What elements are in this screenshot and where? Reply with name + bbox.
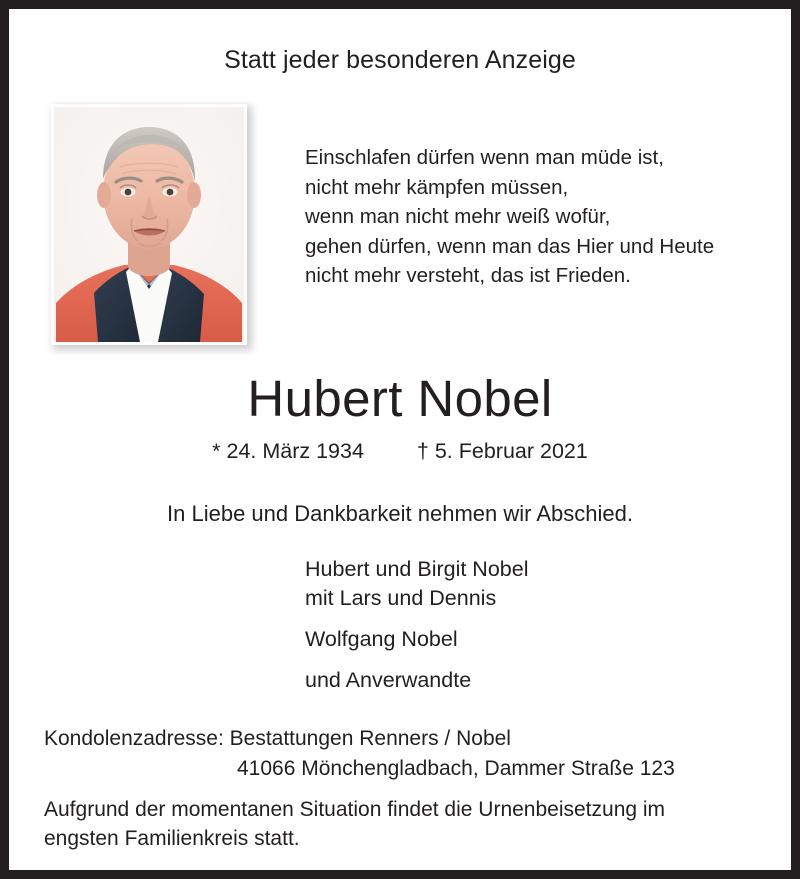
birth-date: * 24. März 1934: [212, 439, 364, 463]
mourner-line: Wolfgang Nobel: [305, 627, 458, 651]
mourners-block: [305, 555, 725, 695]
obituary-notice-body: [9, 9, 791, 870]
poem-line: nicht mehr versteht, das ist Frieden.: [305, 264, 631, 287]
life-dates: [9, 439, 791, 464]
notice-header: Statt jeder besonderen Anzeige: [224, 46, 576, 74]
closing-note-line: engsten Familienkreis statt.: [44, 827, 300, 850]
poem-line: wenn man nicht mehr weiß wofür,: [305, 205, 611, 228]
condolence-address: [44, 724, 756, 784]
poem-block: [305, 143, 775, 291]
death-date: † 5. Februar 2021: [416, 439, 588, 463]
condolence-address-line-2: 41066 Mönchengladbach, Dammer Straße 123: [237, 757, 675, 780]
poem-line: gehen dürfen, wenn man das Hier und Heute: [305, 234, 715, 258]
mourner-line: mit Lars und Dennis: [305, 586, 497, 610]
farewell-message: In Liebe und Dankbarkeit nehmen wir Abschied.: [167, 501, 633, 526]
poem-line: nicht mehr kämpfen müssen,: [305, 175, 569, 199]
poem-line: Einschlafen dürfen wenn man müde ist,: [305, 146, 664, 169]
condolence-address-line-1: Kondolenzadresse: Bestattungen Renners / Nobel: [44, 727, 511, 750]
portrait-frame: [44, 97, 252, 350]
mourner-line: Hubert und Birgit Nobel: [305, 557, 529, 581]
mourner-line: und Anverwandte: [305, 668, 472, 692]
deceased-name: Hubert Nobel: [247, 370, 553, 427]
portrait-mat: [51, 104, 247, 345]
portrait-photo: [54, 107, 244, 342]
closing-note: [44, 795, 759, 853]
closing-note-line: Aufgrund der momentanen Situation findet die Urnenbeisetzung im: [44, 798, 666, 821]
